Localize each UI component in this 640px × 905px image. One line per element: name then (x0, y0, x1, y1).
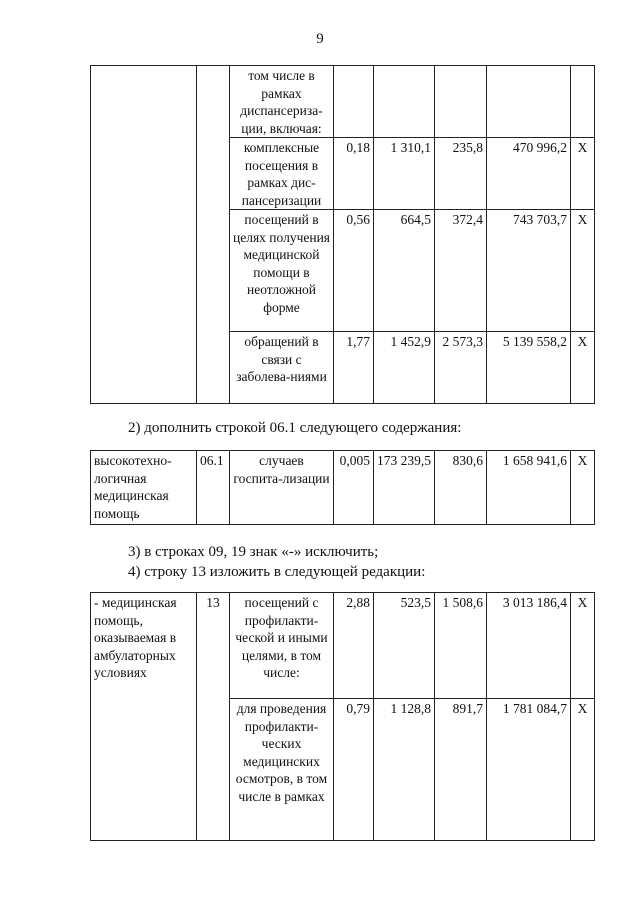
instruction-text: 3) в строках 09, 19 знак «-» исключить; (128, 544, 379, 560)
cell-unit: случаев госпита-лизации (230, 451, 334, 525)
cell-cost: 1 310,1 (374, 138, 435, 210)
cell-norm (334, 66, 374, 138)
cell-norm: 0,79 (334, 699, 374, 841)
cell-cost: 1 452,9 (374, 332, 435, 404)
cell-x: X (571, 332, 595, 404)
cell-cost: 173 239,5 (374, 451, 435, 525)
cell-x: X (571, 210, 595, 332)
cell-norm: 1,77 (334, 332, 374, 404)
cell-cost (374, 66, 435, 138)
table-row (91, 66, 595, 138)
cell-code: 13 (197, 593, 230, 841)
cell-total: 1 658 941,6 (487, 451, 571, 525)
cell-per-capita (435, 66, 487, 138)
table-row (91, 451, 595, 525)
cell-norm: 2,88 (334, 593, 374, 699)
cell-norm: 0,005 (334, 451, 374, 525)
cell-total: 1 781 084,7 (487, 699, 571, 841)
cell-unit: для проведения профилакти-ческих медицинских осмотров, в том числе в рамках (230, 699, 334, 841)
cell-norm: 0,18 (334, 138, 374, 210)
instruction-text: 4) строку 13 изложить в следующей редакции: (128, 564, 426, 580)
cell-total: 3 013 186,4 (487, 593, 571, 699)
cell-per-capita: 235,8 (435, 138, 487, 210)
cell-total: 470 996,2 (487, 138, 571, 210)
table-row (91, 593, 595, 699)
cell-per-capita: 1 508,6 (435, 593, 487, 699)
cell-total: 5 139 558,2 (487, 332, 571, 404)
cell-cost: 1 128,8 (374, 699, 435, 841)
page-number: 9 (316, 31, 324, 47)
cell-code: 06.1 (197, 451, 230, 525)
cell-unit: обращений в связи с заболева-ниями (230, 332, 334, 404)
cell-cost: 664,5 (374, 210, 435, 332)
cell-cost: 523,5 (374, 593, 435, 699)
cell-per-capita: 830,6 (435, 451, 487, 525)
cell-per-capita: 2 573,3 (435, 332, 487, 404)
cell-per-capita: 891,7 (435, 699, 487, 841)
row-06-1-table (90, 450, 595, 525)
cell-name: - медицинская помощь, оказываемая в амбулаторных условиях (91, 593, 197, 841)
row-13-table (90, 592, 595, 841)
cell-x (571, 66, 595, 138)
cell-total: 743 703,7 (487, 210, 571, 332)
cell-unit: посещений с профилакти-ческой и иными целями, в том числе: (230, 593, 334, 699)
cell-code (197, 66, 230, 404)
cell-total (487, 66, 571, 138)
cell-x: X (571, 138, 595, 210)
cell-x: X (571, 593, 595, 699)
cell-unit: том числе в рамках диспансериза-ции, включая: (230, 66, 334, 138)
continuation-table (90, 65, 595, 404)
cell-x: X (571, 699, 595, 841)
cell-unit: посещений в целях получения медицинской помощи в неотложной форме (230, 210, 334, 332)
cell-name (91, 66, 197, 404)
cell-name: высокотехно-логичная медицинская помощь (91, 451, 197, 525)
cell-norm: 0,56 (334, 210, 374, 332)
cell-x: X (571, 451, 595, 525)
instruction-text: 2) дополнить строкой 06.1 следующего содержания: (128, 420, 462, 436)
cell-per-capita: 372,4 (435, 210, 487, 332)
cell-unit: комплексные посещения в рамках дис-пансеризации (230, 138, 334, 210)
